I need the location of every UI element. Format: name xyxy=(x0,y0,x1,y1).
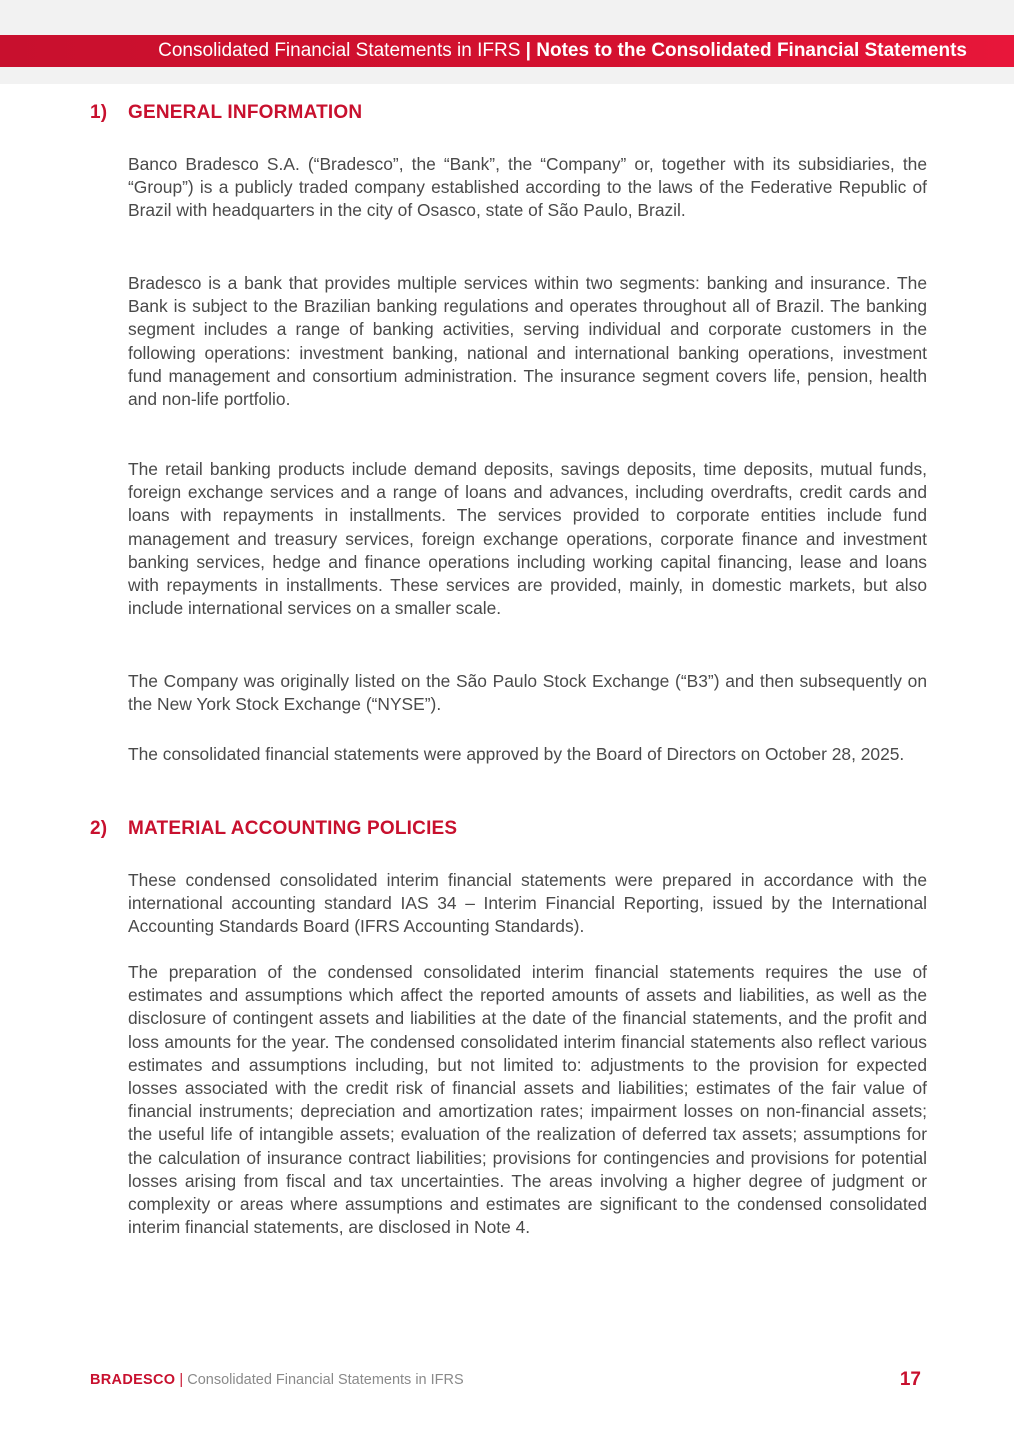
page-footer xyxy=(90,1372,464,1388)
footer-brand: BRADESCO xyxy=(90,1372,176,1388)
section-number: 2) xyxy=(90,818,108,839)
section-number: 1) xyxy=(90,102,108,123)
section-title: GENERAL INFORMATION xyxy=(128,102,363,123)
section-title: MATERIAL ACCOUNTING POLICIES xyxy=(128,818,458,839)
paragraph: The preparation of the condensed consolidated interim financial statements requires the use of estimates and assumptions which affect the reported amounts of assets and liabilities, as well as the disclosure of contingent assets and liabilities at the date of the financial statements, and the profit and loss amounts for the year. The condensed consolidated interim financial statements also reflect various estimates and assumptions including, but not limited to: adjustments to the provision for expected losses associated with the credit risk of financial assets and liabilities; estimates of the fair value of financial instruments; depreciation and amortization rates; impairment losses on non-financial assets; the useful life of intangible assets; evaluation of the realization of deferred tax assets; assumptions for the calculation of insurance contract liabilities; provisions for contingencies and provisions for potential losses arising from fiscal and tax uncertainties. The areas involving a higher degree of judgment or complexity or areas where assumptions and estimates are significant to the condensed consolidated interim financial statements, are disclosed in Note 4. xyxy=(128,962,927,1238)
paragraph: The consolidated financial statements were approved by the Board of Directors on October 28, 2025. xyxy=(128,744,905,764)
section-heading-material-accounting-policies xyxy=(90,818,457,840)
page-header-bar xyxy=(0,35,1014,67)
footer-doc-title: Consolidated Financial Statements in IFRS xyxy=(187,1372,464,1388)
paragraph: The retail banking products include demand deposits, savings deposits, time deposits, mutual funds, foreign exchange services and a range of loans and advances, including overdrafts, credit cards and loans with repayments in installments. The services provided to corporate entities include fund management and treasury services, foreign exchange operations, corporate finance and investment banking services, hedge and finance operations including working capital financing, lease and loans with repayments in installments. These services are provided, mainly, in domestic markets, but also include international services on a smaller scale. xyxy=(128,459,927,619)
section-heading-general-information xyxy=(90,102,362,124)
header-section-title: Notes to the Consolidated Financial Statements xyxy=(536,40,967,61)
header-separator: | xyxy=(525,40,531,61)
paragraph: These condensed consolidated interim financial statements were prepared in accordance with the international accounting standard IAS 34 – Interim Financial Reporting, issued by the International Accounting Standards Board (IFRS Accounting Standards). xyxy=(128,870,927,937)
header-inner xyxy=(158,35,967,67)
header-doc-title: Consolidated Financial Statements in IFRS xyxy=(158,40,521,61)
paragraph: The Company was originally listed on the São Paulo Stock Exchange (“B3”) and then subsequently on the New York Stock Exchange (“NYSE”). xyxy=(128,671,927,715)
paragraph: Bradesco is a bank that provides multiple services within two segments: banking and insurance. The Bank is subject to the Brazilian banking regulations and operates throughout all of Brazil. The banking segment includes a range of banking activities, serving individual and corporate customers in the following operations: investment banking, national and international banking operations, investment fund management and consortium administration. The insurance segment covers life, pension, health and non-life portfolio. xyxy=(128,273,927,410)
page-number: 17 xyxy=(899,1369,921,1390)
footer-separator: | xyxy=(179,1372,184,1388)
paragraph: Banco Bradesco S.A. (“Bradesco”, the “Bank”, the “Company” or, together with its subsidiaries, the “Group”) is a publicly traded company established according to the laws of the Federative Republic of Brazil with headquarters in the city of Osasco, state of São Paulo, Brazil. xyxy=(128,154,927,221)
